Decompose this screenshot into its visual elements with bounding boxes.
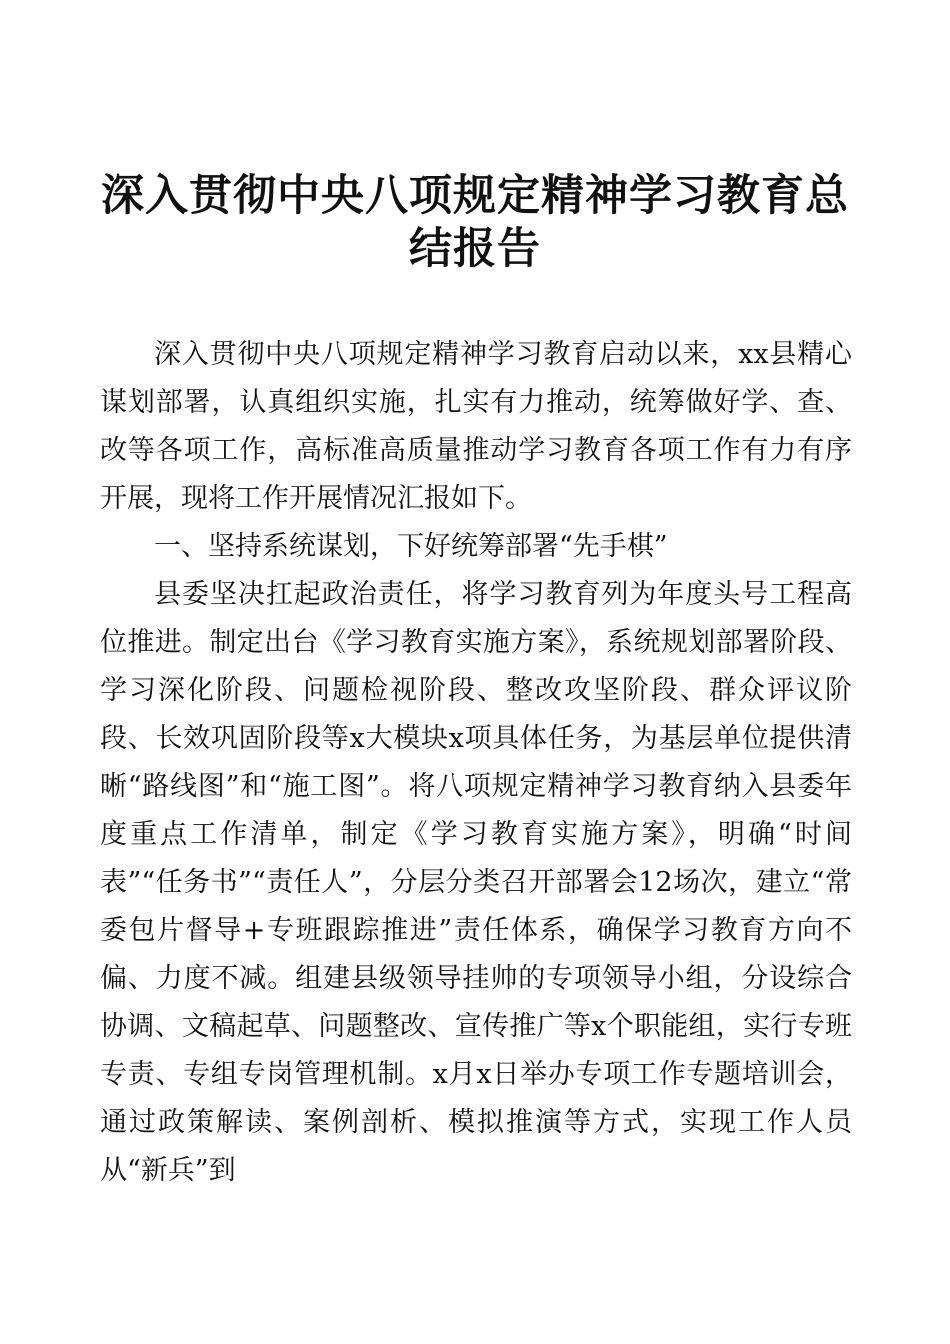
- intro-paragraph: 深入贯彻中央八项规定精神学习教育启动以来，xx县精心谋划部署，认真组织实施，扎实有力推动，统筹做好学、查、改等各项工作，高标准高质量推动学习教育各项工作有力有序开展，现将工作开展情况汇报如下。: [100, 339, 852, 514]
- section-heading: 一、坚持系统谋划，下好统筹部署“先手棋”: [154, 531, 668, 562]
- body-paragraph: 县委坚决扛起政治责任，将学习教育列为年度头号工程高位推进。制定出台《学习教育实施方案》，系统规划部署阶段、学习深化阶段、问题检视阶段、整改攻坚阶段、群众评议阶段、长效巩固阶段等x大模块x项具体任务，为基层单位提供清晰“路线图”和“施工图”。将八项规定精神学习教育纳入县委年度重点工作清单，制定《学习教育实施方案》，明确“时间表”“任务书”“责任人”，分层分类召开部署会12场次，建立“常委包片督导+专班跟踪推进”责任体系，确保学习教育方向不偏、力度不减。组建县级领导挂帅的专项领导小组，分设综合协调、文稿起草、问题整改、宣传推广等x个职能组，实行专班专责、专组专岗管理机制。x月x日举办专项工作专题培训会，通过政策解读、案例剖析、模拟推演等方式，实现工作人员从“新兵”到: [100, 579, 852, 1186]
- document-body: [100, 331, 852, 1195]
- document-title: 深入贯彻中央八项规定精神学习教育总结报告: [101, 171, 849, 274]
